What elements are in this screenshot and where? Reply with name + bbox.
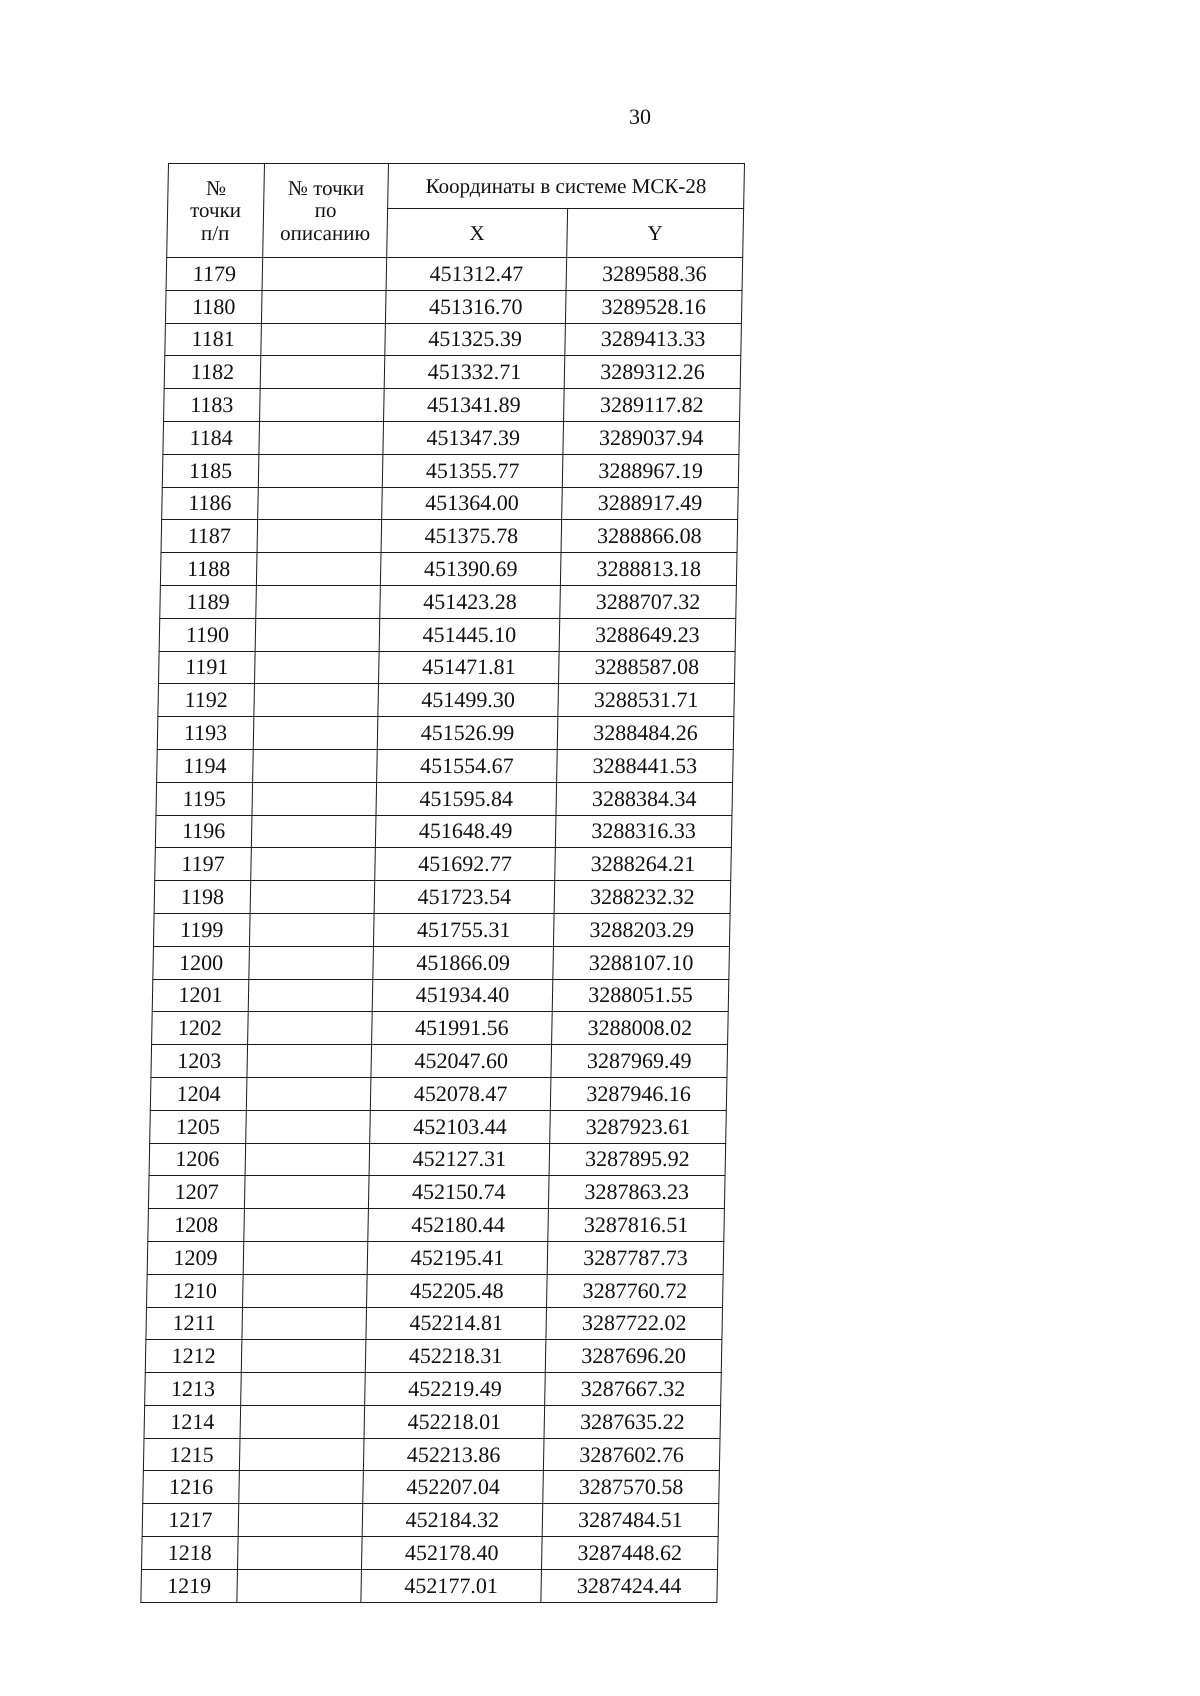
cell-description-number [251,815,376,848]
cell-point-number: 1213 [145,1373,242,1406]
cell-x: 451692.77 [375,848,556,881]
cell-y: 3287946.16 [550,1077,727,1110]
table-row [157,749,734,782]
cell-point-number: 1194 [157,749,254,782]
cell-point-number: 1215 [143,1438,240,1471]
cell-x: 451312.47 [386,258,567,291]
cell-x: 451755.31 [373,913,554,946]
table-row [143,1471,720,1504]
header-description-line2: по [314,198,337,223]
cell-description-number [237,1537,362,1570]
table-row [151,1045,728,1078]
cell-y: 3288107.10 [553,946,730,979]
cell-point-number: 1187 [161,520,258,553]
cell-description-number [253,749,378,782]
cell-y: 3288707.32 [560,585,737,618]
page-number: 30 [629,104,651,129]
cell-y: 3289413.33 [565,323,742,356]
cell-y: 3287602.76 [543,1438,720,1471]
cell-x: 451445.10 [379,618,560,651]
cell-y: 3288917.49 [562,487,739,520]
cell-description-number [254,651,379,684]
table-row [162,487,739,520]
cell-x: 452205.48 [367,1274,548,1307]
cell-x: 451316.70 [385,290,566,323]
cell-description-number [244,1209,369,1242]
cell-y: 3287923.61 [550,1110,727,1143]
cell-description-number [246,1110,371,1143]
cell-x: 451355.77 [382,454,563,487]
cell-x: 451499.30 [378,684,559,717]
cell-description-number [239,1471,364,1504]
cell-point-number: 1216 [143,1471,240,1504]
header-point-number-line1: № [205,176,227,201]
cell-point-number: 1207 [148,1176,245,1209]
cell-description-number [243,1241,368,1274]
cell-point-number: 1193 [157,717,254,750]
table-row [163,421,740,454]
table-row [154,881,731,914]
cell-description-number [257,520,382,553]
cell-x: 452178.40 [361,1537,542,1570]
table-row [144,1405,721,1438]
table-row [149,1143,726,1176]
cell-point-number: 1204 [150,1077,247,1110]
cell-x: 452177.01 [361,1569,542,1602]
cell-description-number [255,618,380,651]
header-y: Y [567,209,744,258]
cell-point-number: 1209 [147,1241,244,1274]
cell-x: 451648.49 [375,815,556,848]
cell-description-number [239,1438,364,1471]
cell-description-number [252,782,377,815]
table-body [141,258,743,1603]
header-coordinates-title: Координаты в системе МСК-28 [388,164,745,209]
cell-x: 452214.81 [366,1307,547,1340]
cell-point-number: 1181 [165,323,262,356]
table-row [164,389,741,422]
table-row [150,1110,727,1143]
cell-point-number: 1206 [149,1143,246,1176]
cell-x: 452150.74 [368,1176,549,1209]
cell-description-number [243,1274,368,1307]
cell-x: 451347.39 [383,421,564,454]
cell-y: 3288866.08 [561,520,738,553]
table-row [141,1569,718,1602]
cell-description-number [246,1077,371,1110]
table-row [153,946,730,979]
table-row [157,717,734,750]
table-row [164,356,741,389]
table-row [148,1209,725,1242]
cell-point-number: 1200 [153,946,250,979]
cell-y: 3287570.58 [543,1471,720,1504]
cell-point-number: 1202 [152,1012,249,1045]
cell-y: 3287816.51 [548,1209,725,1242]
cell-point-number: 1186 [162,487,259,520]
cell-description-number [244,1176,369,1209]
cell-description-number [240,1405,365,1438]
cell-y: 3288441.53 [557,749,734,782]
cell-x: 451341.89 [384,389,565,422]
cell-y: 3288813.18 [560,553,737,586]
table-row [155,848,732,881]
cell-point-number: 1201 [152,979,249,1012]
table-row [150,1077,727,1110]
table-row [165,323,742,356]
cell-y: 3288203.29 [553,913,730,946]
table-row [152,979,729,1012]
table-row [160,585,737,618]
table-row [156,782,733,815]
cell-point-number: 1212 [145,1340,242,1373]
table-row [158,651,735,684]
cell-y: 3287484.51 [542,1504,719,1537]
cell-y: 3287448.62 [541,1537,718,1570]
cell-x: 451595.84 [376,782,557,815]
cell-point-number: 1182 [164,356,261,389]
cell-point-number: 1196 [155,815,252,848]
table-row [160,553,737,586]
cell-y: 3288649.23 [559,618,736,651]
table-row [152,1012,729,1045]
cell-point-number: 1203 [151,1045,248,1078]
cell-description-number [258,487,383,520]
cell-point-number: 1190 [159,618,256,651]
header-point-number-line3: п/п [200,220,230,245]
cell-x: 451526.99 [377,717,558,750]
cell-description-number [253,717,378,750]
cell-description-number [260,356,385,389]
table-row [148,1176,725,1209]
cell-point-number: 1185 [162,454,259,487]
cell-y: 3288008.02 [552,1012,729,1045]
cell-x: 451390.69 [380,553,561,586]
cell-description-number [245,1143,370,1176]
cell-point-number: 1211 [146,1307,243,1340]
cell-x: 452213.86 [363,1438,544,1471]
cell-point-number: 1179 [166,258,263,291]
cell-description-number [260,389,385,422]
cell-y: 3289117.82 [564,389,741,422]
header-point-number [167,164,265,258]
cell-y: 3288384.34 [556,782,733,815]
cell-x: 452180.44 [368,1209,549,1242]
table-row [155,815,732,848]
cell-y: 3288232.32 [554,881,731,914]
table-row [145,1340,722,1373]
cell-x: 451554.67 [377,749,558,782]
cell-y: 3288531.71 [558,684,735,717]
cell-point-number: 1197 [155,848,252,881]
cell-x: 452103.44 [370,1110,551,1143]
cell-y: 3287895.92 [549,1143,726,1176]
cell-description-number [261,323,386,356]
table-row [165,290,742,323]
table-row [161,520,738,553]
cell-description-number [250,881,375,914]
cell-point-number: 1217 [142,1504,239,1537]
table-row [166,258,743,291]
table-row [158,684,735,717]
cell-description-number [256,585,381,618]
cell-y: 3287722.02 [546,1307,723,1340]
cell-point-number: 1199 [153,913,250,946]
cell-point-number: 1219 [141,1569,238,1602]
cell-x: 451471.81 [378,651,559,684]
table-row [142,1504,719,1537]
cell-description-number [258,454,383,487]
cell-description-number [249,946,374,979]
table-row [143,1438,720,1471]
cell-description-number [238,1504,363,1537]
cell-description-number [261,290,386,323]
cell-y: 3288967.19 [562,454,739,487]
table-header [167,164,745,258]
cell-description-number [237,1569,362,1602]
cell-point-number: 1191 [158,651,255,684]
cell-y: 3287424.44 [541,1569,718,1602]
table-row [147,1274,724,1307]
cell-y: 3287969.49 [551,1045,728,1078]
cell-description-number [247,1045,372,1078]
cell-y: 3289588.36 [566,258,743,291]
cell-y: 3288587.08 [558,651,735,684]
cell-x: 451723.54 [374,881,555,914]
cell-description-number [242,1307,367,1340]
cell-x: 451934.40 [372,979,553,1012]
cell-x: 451991.56 [372,1012,553,1045]
cell-y: 3288264.21 [555,848,732,881]
cell-point-number: 1192 [158,684,255,717]
cell-point-number: 1184 [163,421,260,454]
cell-description-number [248,1012,373,1045]
table-row [145,1373,722,1406]
coordinates-table [140,163,745,1603]
cell-description-number [256,553,381,586]
cell-description-number [241,1340,366,1373]
cell-y: 3288484.26 [557,717,734,750]
cell-x: 452195.41 [367,1241,548,1274]
cell-x: 452218.01 [364,1405,545,1438]
cell-y: 3288051.55 [552,979,729,1012]
cell-description-number [249,913,374,946]
cell-point-number: 1208 [148,1209,245,1242]
cell-x: 452078.47 [370,1077,551,1110]
cell-x: 451364.00 [382,487,563,520]
cell-x: 451866.09 [373,946,554,979]
cell-description-number [241,1373,366,1406]
cell-y: 3287787.73 [547,1241,724,1274]
header-row-top [168,164,745,209]
header-description-number [263,164,389,258]
header-description-line1: № точки [287,176,365,201]
cell-x: 452218.31 [365,1340,546,1373]
header-description-line3: описанию [279,220,371,245]
cell-y: 3288316.33 [555,815,732,848]
cell-y: 3287667.32 [545,1373,722,1406]
table-row [159,618,736,651]
cell-x: 451375.78 [381,520,562,553]
table-row [162,454,739,487]
cell-y: 3289037.94 [563,421,740,454]
table-row [153,913,730,946]
table-row [146,1307,723,1340]
cell-x: 452127.31 [369,1143,550,1176]
cell-description-number [251,848,376,881]
cell-description-number [262,258,387,291]
cell-y: 3287760.72 [547,1274,724,1307]
table-row [147,1241,724,1274]
cell-x: 452219.49 [365,1373,546,1406]
header-point-number-line2: точки [189,198,242,223]
cell-description-number [254,684,379,717]
cell-point-number: 1189 [160,585,257,618]
cell-x: 452047.60 [371,1045,552,1078]
cell-x: 451423.28 [380,585,561,618]
cell-point-number: 1198 [154,881,251,914]
cell-point-number: 1183 [164,389,261,422]
cell-y: 3289528.16 [565,290,742,323]
cell-description-number [248,979,373,1012]
cell-x: 451325.39 [385,323,566,356]
cell-y: 3289312.26 [564,356,741,389]
cell-y: 3287696.20 [545,1340,722,1373]
cell-point-number: 1205 [150,1110,247,1143]
cell-y: 3287863.23 [548,1176,725,1209]
cell-y: 3287635.22 [544,1405,721,1438]
cell-x: 451332.71 [384,356,565,389]
cell-point-number: 1195 [156,782,253,815]
cell-point-number: 1210 [147,1274,244,1307]
cell-point-number: 1218 [141,1537,238,1570]
cell-point-number: 1214 [144,1405,241,1438]
cell-point-number: 1188 [160,553,257,586]
cell-x: 452207.04 [363,1471,544,1504]
cell-point-number: 1180 [165,290,262,323]
cell-description-number [259,421,384,454]
header-x: X [387,209,568,258]
cell-x: 452184.32 [362,1504,543,1537]
table-row [141,1537,718,1570]
